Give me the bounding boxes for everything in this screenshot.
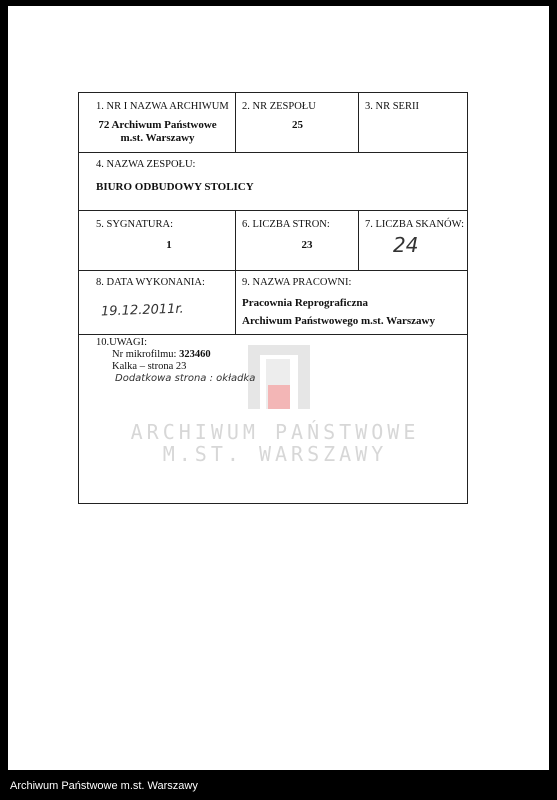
form-row-counts <box>79 211 467 271</box>
archive-value-line2: m.st. Warszawy <box>120 132 195 144</box>
form-row-notes <box>79 335 467 503</box>
microfilm-label: Nr mikrofilmu: <box>112 349 177 360</box>
cell-archive <box>79 93 236 152</box>
notes-label: 10.UWAGI: <box>96 337 148 348</box>
cell-date <box>79 271 236 334</box>
cell-pages <box>236 211 359 270</box>
series-label: 3. NR SERII <box>365 101 419 112</box>
form-row-date-studio <box>79 271 467 335</box>
form-row-fonds-name <box>79 153 467 211</box>
microfilm-value: 323460 <box>179 349 211 360</box>
metadata-form <box>78 92 468 504</box>
cell-signature <box>79 211 236 270</box>
fonds-name-value: BIURO ODBUDOWY STOLICY <box>96 181 254 193</box>
fonds-no-value: 25 <box>292 119 303 131</box>
signature-label: 5. SYGNATURA: <box>96 219 174 230</box>
archive-value-line1: 72 Archiwum Państwowe <box>98 119 217 131</box>
studio-value-line1: Pracownia Reprograficzna <box>242 297 368 309</box>
signature-value: 1 <box>166 239 172 251</box>
fonds-name-label: 4. NAZWA ZESPOŁU: <box>96 159 196 170</box>
watermark-line2: M.ST. WARSZAWY <box>162 442 388 466</box>
scans-value: 24 <box>393 233 419 257</box>
pages-label: 6. LICZBA STRON: <box>242 219 330 230</box>
studio-value-line2: Archiwum Państwowego m.st. Warszawy <box>242 315 435 327</box>
scans-label: 7. LICZBA SKANÓW: <box>365 219 465 230</box>
cell-scans <box>359 211 467 270</box>
form-row-archive <box>79 93 467 153</box>
date-label: 8. DATA WYKONANIA: <box>96 277 205 288</box>
cell-studio <box>236 271 467 334</box>
studio-label: 9. NAZWA PRACOWNI: <box>242 277 352 288</box>
footer-caption: Archiwum Państwowe m.st. Warszawy <box>10 780 198 792</box>
cell-series <box>359 93 467 152</box>
cell-fonds-no <box>236 93 359 152</box>
date-value: 19.12.2011r. <box>100 301 184 320</box>
watermark-line1: ARCHIWUM PAŃSTWOWE <box>130 420 420 444</box>
handwritten-note: Dodatkowa strona : okładka <box>115 373 256 384</box>
kalka-note: Kalka – strona 23 <box>112 361 187 372</box>
fonds-no-label: 2. NR ZESPOŁU <box>242 101 316 112</box>
microfilm-line <box>112 349 211 360</box>
archive-label: 1. NR I NAZWA ARCHIWUM <box>96 101 229 112</box>
pages-value: 23 <box>301 239 313 251</box>
